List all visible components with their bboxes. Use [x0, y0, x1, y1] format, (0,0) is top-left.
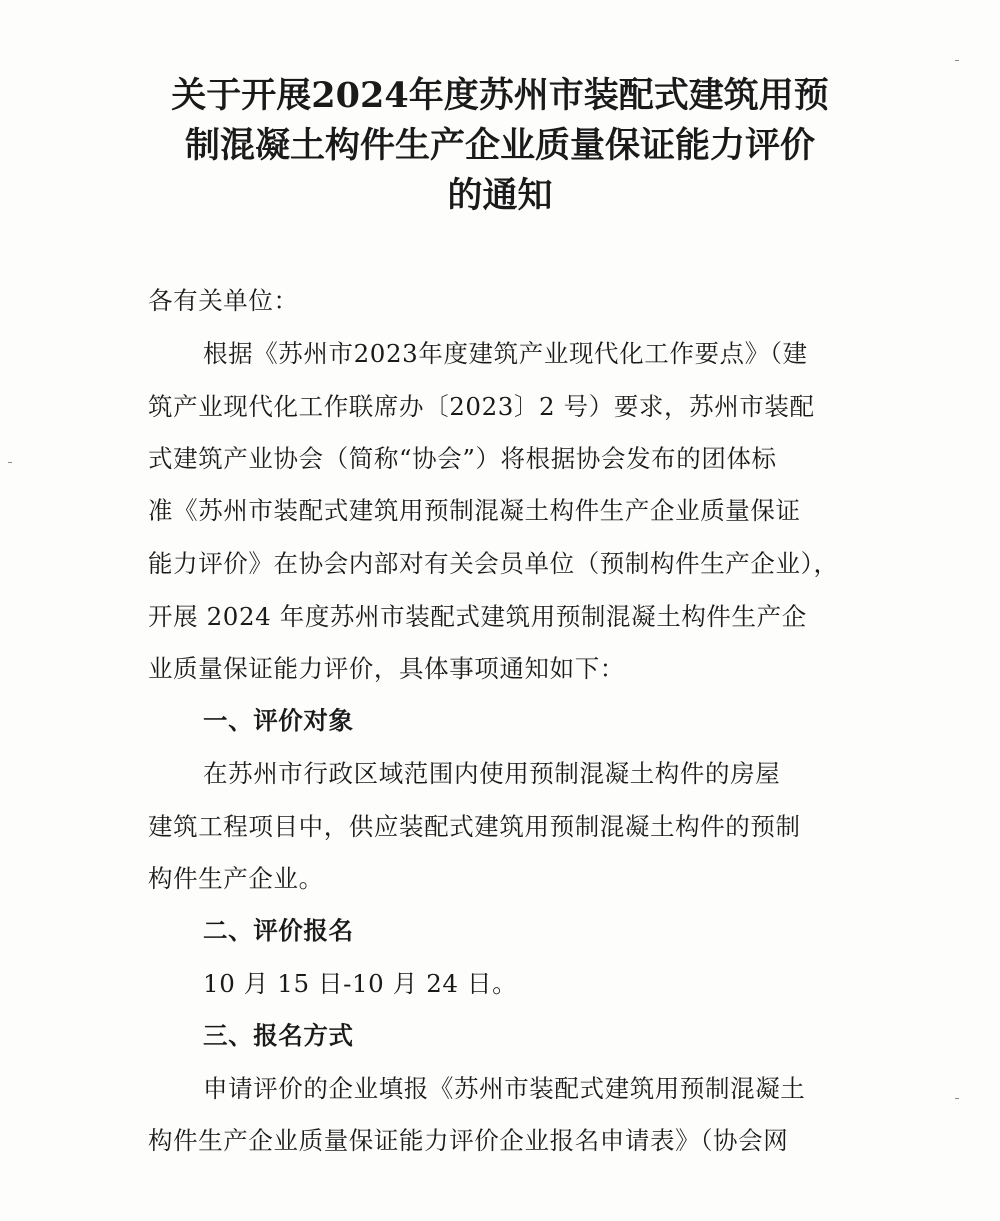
document-title-line-3: 的通知 — [447, 175, 553, 216]
document-title-line-2: 制混凝土构件生产企业质量保证能力评价 — [184, 125, 815, 166]
salutation: 各有关单位： — [148, 286, 299, 315]
paragraph-line: 业质量保证能力评价，具体事项通知如下： — [148, 654, 625, 683]
paragraph-line: 根据《苏州市2023年度建筑产业现代化工作要点》（建 — [203, 339, 808, 368]
section-1-line: 建筑工程项目中，供应装配式建筑用预制混凝土构件的预制 — [148, 812, 801, 841]
paragraph-line: 开展 2024 年度苏州市装配式建筑用预制混凝土构件生产企 — [148, 602, 807, 631]
paragraph-line: 式建筑产业协会（简称“协会”）将根据协会发布的团体标 — [148, 444, 777, 473]
section-heading-2: 二、评价报名 — [203, 916, 354, 945]
scan-speck — [8, 462, 12, 463]
paragraph-line: 准《苏州市装配式建筑用预制混凝土构件生产企业质量保证 — [148, 496, 801, 525]
section-1-line: 在苏州市行政区域范围内使用预制混凝土构件的房屋 — [203, 759, 781, 788]
section-heading-1: 一、评价对象 — [203, 706, 354, 735]
paragraph-line: 能力评价》在协会内部对有关会员单位（预制构件生产企业）， — [148, 549, 839, 578]
section-heading-3: 三、报名方式 — [203, 1021, 354, 1050]
scan-speck — [955, 60, 959, 61]
section-2-line: 10 月 15 日-10 月 24 日。 — [203, 969, 518, 998]
paragraph-line: 筑产业现代化工作联席办〔2023〕2 号）要求，苏州市装配 — [148, 392, 815, 421]
document-title-line-1: 关于开展2024年度苏州市装配式建筑用预 — [171, 75, 829, 116]
section-1-line: 构件生产企业。 — [148, 864, 324, 893]
section-3-line: 构件生产企业质量保证能力评价企业报名申请表》（协会网 — [148, 1126, 789, 1155]
scan-speck — [955, 1098, 959, 1099]
section-3-line: 申请评价的企业填报《苏州市装配式建筑用预制混凝土 — [203, 1074, 806, 1103]
